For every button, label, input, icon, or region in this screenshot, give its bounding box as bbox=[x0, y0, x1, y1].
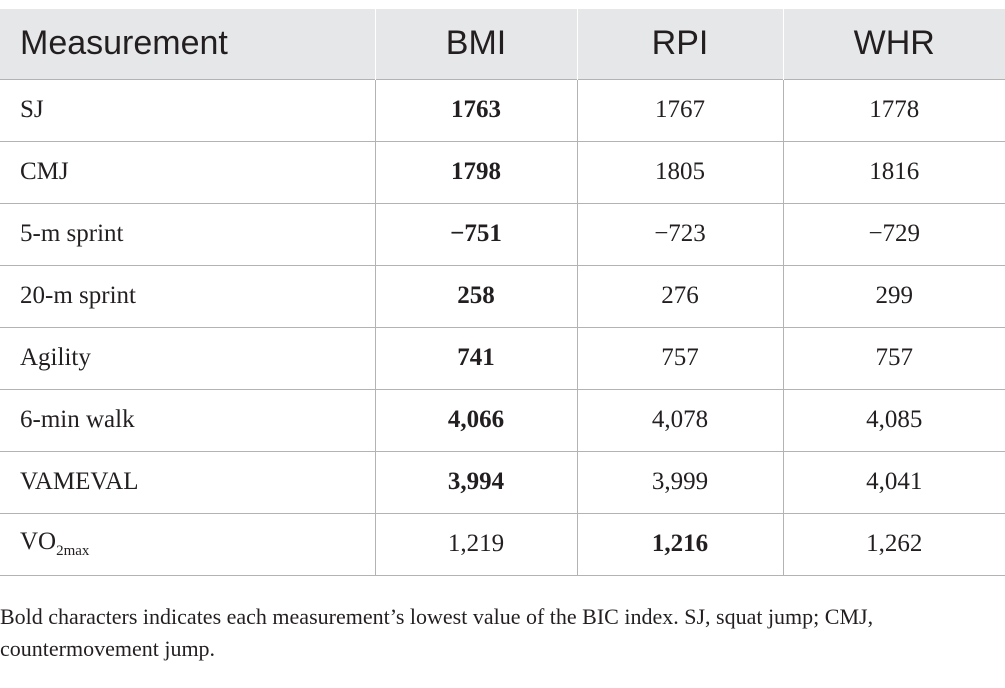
cell-whr: −729 bbox=[783, 203, 1005, 265]
table-row bbox=[0, 79, 1005, 141]
row-label-main: VO bbox=[20, 528, 57, 555]
cell-bmi: 1798 bbox=[375, 141, 577, 203]
table-row bbox=[0, 203, 1005, 265]
cell-whr: 4,085 bbox=[783, 389, 1005, 451]
table-footnote: Bold characters indicates each measurement’s lowest value of the BIC index. SJ, squat jump; CMJ, countermovement jump. bbox=[0, 604, 874, 661]
cell-rpi: 1,216 bbox=[577, 513, 783, 575]
cell-whr: 757 bbox=[783, 327, 1005, 389]
cell-rpi: 1805 bbox=[577, 141, 783, 203]
cell-bmi: 741 bbox=[375, 327, 577, 389]
cell-whr: 299 bbox=[783, 265, 1005, 327]
table-row bbox=[0, 389, 1005, 451]
cell-whr: 1816 bbox=[783, 141, 1005, 203]
header-whr: WHR bbox=[783, 9, 1005, 79]
table-row bbox=[0, 451, 1005, 513]
cell-rpi: 4,078 bbox=[577, 389, 783, 451]
cell-rpi: 1767 bbox=[577, 79, 783, 141]
cell-bmi: 1,219 bbox=[375, 513, 577, 575]
cell-whr: 4,041 bbox=[783, 451, 1005, 513]
header-bmi: BMI bbox=[375, 9, 577, 79]
table-row bbox=[0, 265, 1005, 327]
cell-rpi: 757 bbox=[577, 327, 783, 389]
cell-rpi: 276 bbox=[577, 265, 783, 327]
row-label bbox=[0, 513, 375, 575]
row-label: Agility bbox=[0, 327, 375, 389]
row-label: SJ bbox=[0, 79, 375, 141]
cell-whr: 1778 bbox=[783, 79, 1005, 141]
header-row bbox=[0, 9, 1005, 79]
cell-whr: 1,262 bbox=[783, 513, 1005, 575]
header-rpi: RPI bbox=[577, 9, 783, 79]
cell-rpi: 3,999 bbox=[577, 451, 783, 513]
cell-bmi: 1763 bbox=[375, 79, 577, 141]
cell-bmi: 258 bbox=[375, 265, 577, 327]
row-label-subscript: 2max bbox=[56, 543, 90, 559]
row-label: CMJ bbox=[0, 141, 375, 203]
cell-bmi: −751 bbox=[375, 203, 577, 265]
row-label: 20-m sprint bbox=[0, 265, 375, 327]
row-label: VAMEVAL bbox=[0, 451, 375, 513]
cell-bmi: 4,066 bbox=[375, 389, 577, 451]
cell-bmi: 3,994 bbox=[375, 451, 577, 513]
bic-table bbox=[0, 9, 1005, 576]
header-measurement: Measurement bbox=[20, 24, 228, 63]
cell-rpi: −723 bbox=[577, 203, 783, 265]
table-row bbox=[0, 327, 1005, 389]
row-label: 6-min walk bbox=[0, 389, 375, 451]
row-label: 5-m sprint bbox=[0, 203, 375, 265]
table-row bbox=[0, 513, 1005, 575]
table-row bbox=[0, 141, 1005, 203]
